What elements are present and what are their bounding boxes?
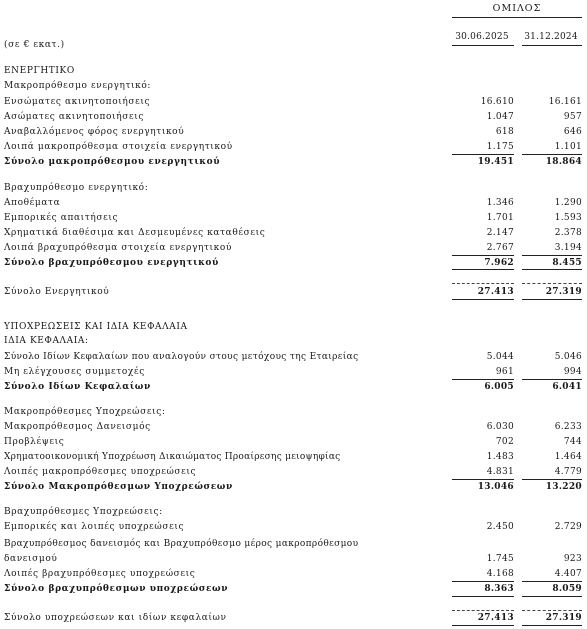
row-label: Σύνολο υποχρεώσεων και ιδίων κεφαλαίων [4,613,227,623]
value-2024: 3.194 [554,243,582,253]
total-rule-1 [452,283,514,284]
table-row [0,212,587,224]
noncurrent-liabilities-heading: Μακροπρόθεσμες Υποχρεώσεις: [4,407,166,417]
value-2024: 18.864 [545,157,582,167]
value-2025: 5.044 [486,352,514,362]
row-label: Σύνολο Ενεργητικού [4,287,110,297]
table-row [0,111,587,123]
value-2025: 13.046 [477,482,514,492]
table-row [0,126,587,138]
value-2024: 6.233 [554,422,582,432]
table-row [0,366,587,378]
value-2024: 2.729 [554,522,582,532]
table-row [0,612,587,624]
value-2025: 7.962 [484,258,514,268]
table-row [0,568,587,580]
units-label: (σε € εκατ.) [4,40,65,50]
liabilities-heading: ΥΠΟΧΡΕΩΣΕΙΣ ΚΑΙ ΙΔΙΑ ΚΕΦΑΛΑΙΑ [4,322,188,332]
total-underline-1 [452,625,514,626]
value-2025: 6.030 [486,422,514,432]
table-row [0,227,587,239]
row-label: Σύνολο μακροπρόθεσμου ενεργητικού [4,157,221,167]
value-2025: 1.483 [486,452,514,462]
assets-heading: ΕΝΕΡΓΗΤΙΚΟ [4,66,75,76]
subtotal-rule-2 [522,479,582,480]
table-row [0,421,587,433]
value-2024: 13.220 [545,482,582,492]
table-row [0,381,587,393]
value-2024: 1.101 [554,142,582,152]
row-label: Σύνολο βραχυπρόθεσμου ενεργητικού [4,258,219,268]
column-header-rule-1 [452,45,514,46]
row-label: Προβλέψεις [4,437,65,447]
equity-heading: ΙΔΙΑ ΚΕΦΑΛΑΙΑ: [4,336,89,346]
subtotal-underline-2 [522,596,582,597]
value-2025: 4.168 [486,569,514,579]
table-row [0,436,587,448]
row-label: Λοιπά βραχυπρόθεσμα στοιχεία ενεργητικού [4,243,232,253]
value-2025: 2.450 [486,522,514,532]
row-label: Λοιπές βραχυπρόθεσμες υποχρεώσεις [4,569,196,579]
subtotal-underline-1 [452,596,514,597]
value-2025: 27.413 [477,287,514,297]
subtotal-rule-1 [452,581,514,582]
row-label: Σύνολο βραχυπρόθεσμων υποχρεώσεων [4,584,229,594]
value-2025: 27.413 [477,613,514,623]
value-2025: 19.451 [477,157,514,167]
value-2025: 6.005 [484,382,514,392]
value-2024: 6.041 [552,382,582,392]
value-2024: 1.593 [554,213,582,223]
table-row [0,286,587,298]
row-label: Χρηματοοικονομική Υποχρέωση Δικαιώματος Προαίρεσης μειοψηφίας [4,452,341,462]
value-2024: 1.290 [554,198,582,208]
value-2024: 27.319 [545,287,582,297]
group-header: ΟΜΙΛΟΣ [492,3,542,14]
value-2024: 1.464 [554,452,582,462]
subtotal-underline-2 [522,269,582,270]
value-2025: 961 [495,367,514,377]
total-rule-1 [452,610,514,611]
column-header-2024: 31.12.2024 [524,32,578,42]
subtotal-underline-1 [452,269,514,270]
current-liabilities-heading: Βραχυπρόθεσμες Υποχρεώσεις: [4,507,163,517]
value-2024: 4.779 [554,467,582,477]
table-row [0,96,587,108]
value-2025: 1.346 [486,198,514,208]
row-label: Εμπορικές απαιτήσεις [4,213,119,223]
value-2025: 4.831 [486,467,514,477]
table-row [0,466,587,478]
table-row [0,553,587,565]
row-label: Εμπορικές και λοιπές υποχρεώσεις [4,522,185,532]
total-rule-2 [522,283,582,284]
row-label: Σύνολο Μακροπρόθεσμων Υποχρεώσεων [4,482,233,492]
total-underline-2 [522,299,582,300]
noncurrent-assets-heading: Μακροπρόθεσμο ενεργητικό: [4,81,152,91]
subtotal-rule-2 [522,379,582,380]
subtotal-rule-1 [452,154,514,155]
subtotal-rule-1 [452,479,514,480]
value-2025: 8.363 [484,584,514,594]
total-rule-2 [522,610,582,611]
value-2024: 16.161 [548,97,582,107]
value-2025: 1.701 [486,213,514,223]
value-2024: 8.059 [552,584,582,594]
row-label: Βραχυπρόθεσμος δανεισμός και Βραχυπρόθεσμο μέρος μακροπρόθεσμου [4,539,359,549]
value-2024: 957 [563,112,582,122]
row-label: Λοιπές μακροπρόθεσμες υποχρεώσεις [4,467,197,477]
table-row [0,521,587,533]
value-2025: 2.767 [486,243,514,253]
value-2024: 744 [563,437,582,447]
value-2024: 923 [563,554,582,564]
value-2025: 1.175 [486,142,514,152]
value-2025: 1.745 [486,554,514,564]
group-header-rule [452,17,582,18]
subtotal-rule-2 [522,581,582,582]
value-2025: 1.047 [486,112,514,122]
column-header-2025: 30.06.2025 [455,32,509,42]
value-2025: 618 [495,127,514,137]
table-row [0,481,587,493]
value-2024: 5.046 [554,352,582,362]
table-row [0,156,587,168]
table-row [0,257,587,269]
table-row [0,538,587,550]
value-2024: 4.407 [554,569,582,579]
subtotal-rule-1 [452,379,514,380]
subtotal-rule-2 [522,154,582,155]
current-assets-heading: Βραχυπρόθεσμο ενεργητικό: [4,183,149,193]
row-label: Ενσώματες ακινητοποιήσεις [4,97,151,107]
subtotal-rule-1 [452,255,514,256]
row-label: Λοιπά μακροπρόθεσμα στοιχεία ενεργητικού [4,142,233,152]
total-underline-2 [522,625,582,626]
row-label: Αναβαλλόμενος φόρος ενεργητικού [4,127,185,137]
row-label: δανεισμού [4,554,58,564]
table-row [0,197,587,209]
table-row [0,351,587,363]
value-2024: 994 [563,367,582,377]
value-2024: 27.319 [545,613,582,623]
table-row [0,451,587,463]
value-2025: 2.147 [486,228,514,238]
table-row [0,242,587,254]
row-label: Αποθέματα [4,198,61,208]
row-label: Μη ελέγχουσες συμμετοχές [4,367,145,377]
row-label: Σύνολο Ιδίων Κεφαλαίων [4,382,151,392]
row-label: Χρηματικά διαθέσιμα και Δεσμευμένες καταθέσεις [4,228,266,238]
value-2025: 16.610 [480,97,514,107]
table-row [0,141,587,153]
value-2024: 2.378 [554,228,582,238]
row-label: Σύνολο Ιδίων Κεφαλαίων που αναλογούν στους μετόχους της Εταιρείας [4,352,359,362]
column-header-rule-2 [522,45,582,46]
table-row [0,583,587,595]
row-label: Ασώματες ακινητοποιήσεις [4,112,144,122]
subtotal-rule-2 [522,255,582,256]
value-2024: 8.455 [552,258,582,268]
row-label: Μακροπρόθεσμος Δανεισμός [4,422,151,432]
total-underline-1 [452,299,514,300]
value-2024: 646 [563,127,582,137]
value-2025: 702 [495,437,514,447]
